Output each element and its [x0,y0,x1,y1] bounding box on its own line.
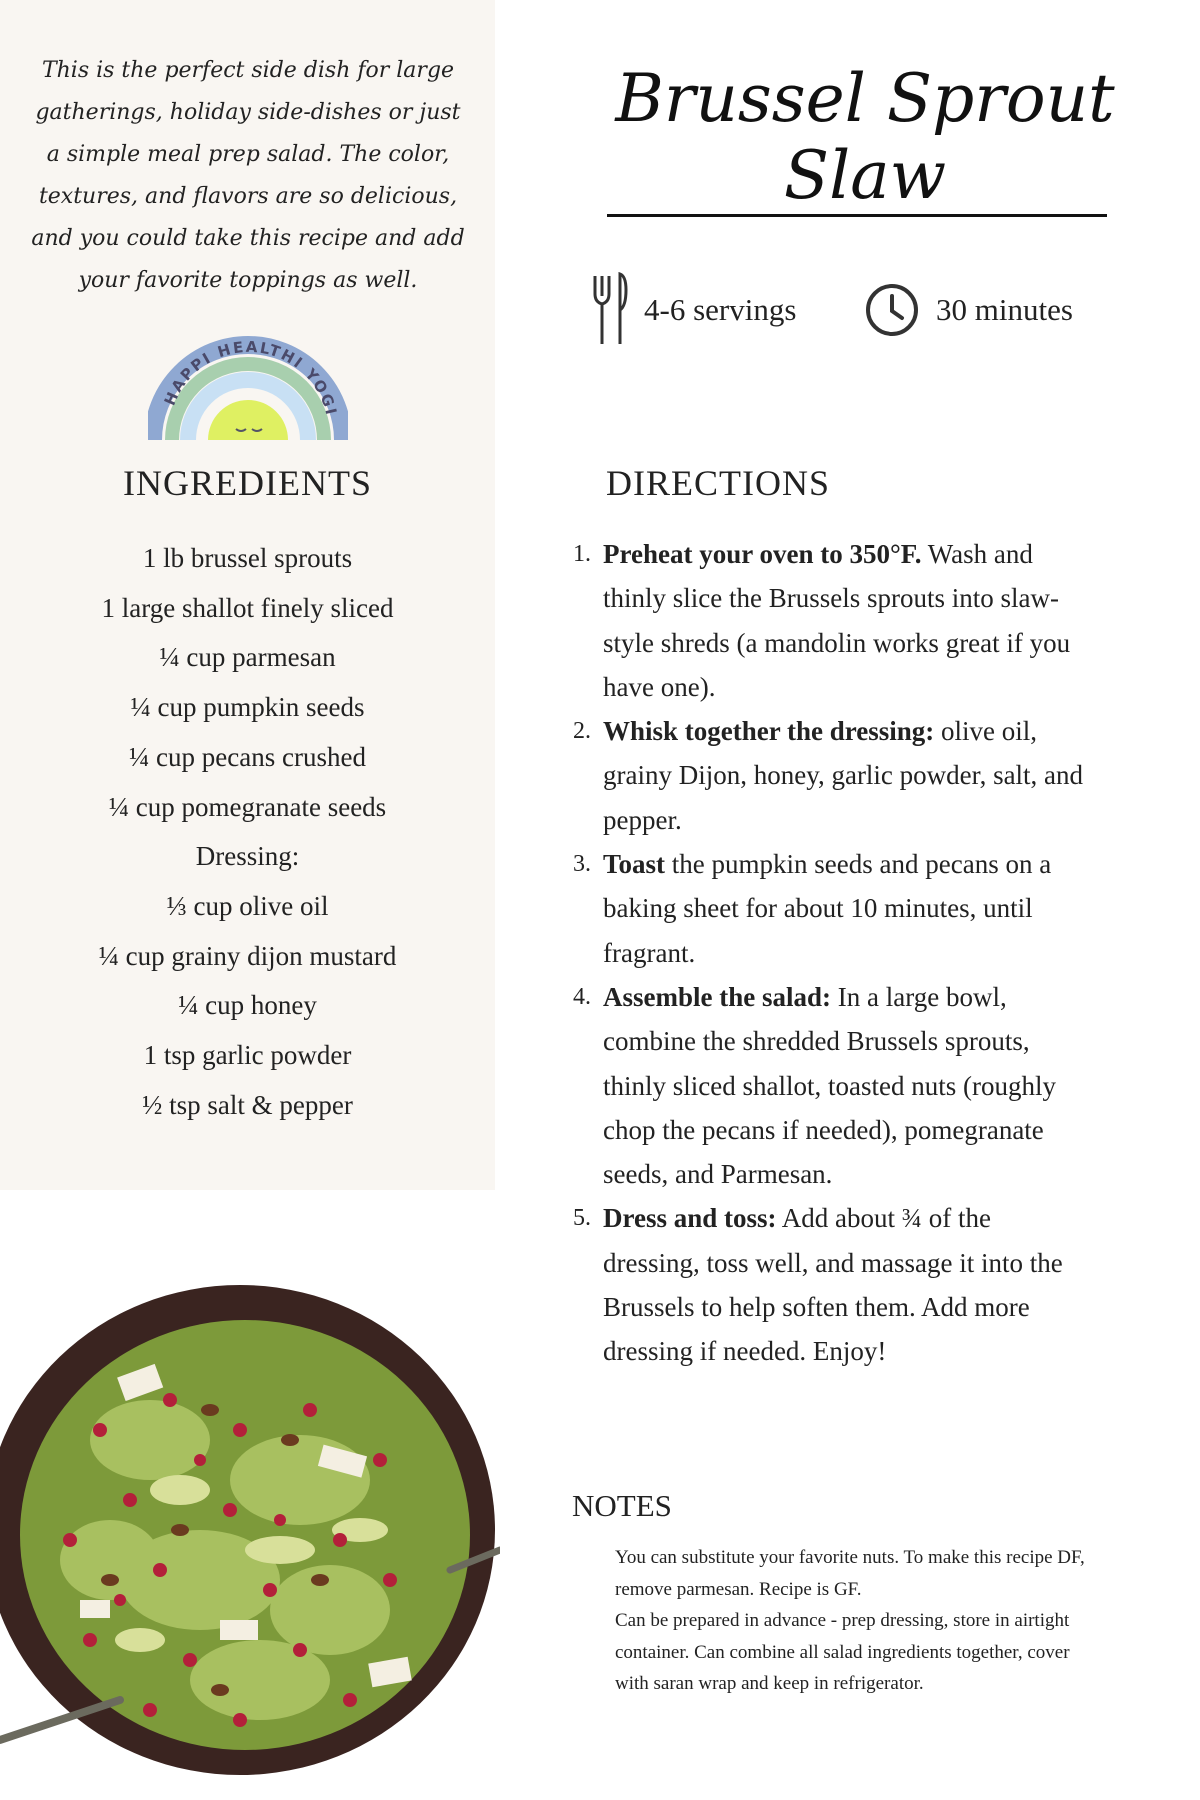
direction-step [573,1196,1088,1373]
ingredient-item: ¼ cup pumpkin seeds [130,692,365,723]
ingredient-item: ¼ cup pecans crushed [129,741,366,772]
directions-heading: DIRECTIONS [606,463,830,503]
step-lead: Assemble the salad: [603,981,831,1012]
ingredient-item: ¼ cup parmesan [159,642,336,673]
step-text: Add about ¾ of the dressing, toss well, and massage it into the Brussels to help soften them. Add more dressing if needed. Enjoy! [603,1203,1063,1367]
happi-healthi-yogi-logo [148,335,348,445]
ingredient-item: 1 tsp garlic powder [143,1040,352,1071]
directions-list [573,532,1088,1374]
direction-step [573,709,1088,842]
intro-text: This is the perfect side dish for large gatherings, holiday side-dishes or just a simple meal prep salad. The color, textures, and flavors are so delicious, and you could take this recipe and add your favorite toppings as well. [31,58,465,293]
step-text: olive oil, grainy Dijon, honey, garlic powder, salt, and pepper. [603,716,1084,835]
recipe-title: Brussel Sprout Slaw [615,60,1115,214]
servings-text: 4-6 servings [644,292,797,327]
notes-heading: NOTES [572,1488,672,1523]
ingredient-item: 1 large shallot finely sliced [101,592,394,623]
step-text: In a large bowl, combine the shredded Brussels sprouts, thinly sliced shallot, toasted nuts (roughly chop the pecans if needed), pomegranate seeds, and Parmesan. [603,981,1056,1190]
notes-body [615,1542,1095,1700]
step-number: 2. [573,718,591,745]
ingredients-list [0,534,495,1130]
step-text: Wash and thinly slice the Brussels sprouts into slaw-style shreds (a mandolin works great if you have one). [603,539,1071,702]
step-number: 4. [573,983,591,1010]
dressing-subheading: Dressing: [195,841,300,872]
salad-bowl-photo [0,1280,500,1790]
step-number: 1. [573,541,591,567]
step-lead: Whisk together the dressing: [603,716,935,747]
time-info [864,270,1073,350]
direction-step [573,842,1088,975]
servings-info [592,270,796,350]
time-text: 30 minutes [936,292,1073,327]
ingredient-item: ½ tsp salt & pepper [142,1089,353,1120]
step-lead: Toast [603,849,666,880]
fork-knife-icon [592,272,628,348]
notes-paragraph: You can substitute your favorite nuts. To make this recipe DF, remove parmesan. Recipe is GF. [615,1547,1085,1600]
ingredient-item: ¼ cup pomegranate seeds [108,791,387,822]
direction-step [573,975,1088,1196]
notes-paragraph: Can be prepared in advance - prep dressing, store in airtight container. Can combine all salad ingredients together, cover with saran wrap and keep in refrigerator. [615,1610,1070,1694]
ingredient-item: ¼ cup grainy dijon mustard [98,940,397,971]
ingredient-item: 1 lb brussel sprouts [142,543,353,573]
step-lead: Preheat your oven to 350°F. [603,539,922,569]
ingredient-item: ⅓ cup olive oil [166,890,329,921]
step-number: 3. [573,851,591,878]
step-number: 5. [573,1205,591,1232]
title-divider [607,214,1107,217]
clock-icon [864,282,920,338]
direction-step [573,532,1088,709]
ingredient-item: ¼ cup honey [178,990,317,1021]
svg-text:HAPPI HEALTHI YOGI: HAPPI HEALTHI YOGI [160,337,341,419]
ingredients-heading: INGREDIENTS [123,463,372,503]
step-text: the pumpkin seeds and pecans on a baking sheet for about 10 minutes, until fragrant. [603,849,1052,968]
step-lead: Dress and toss: [603,1203,777,1234]
